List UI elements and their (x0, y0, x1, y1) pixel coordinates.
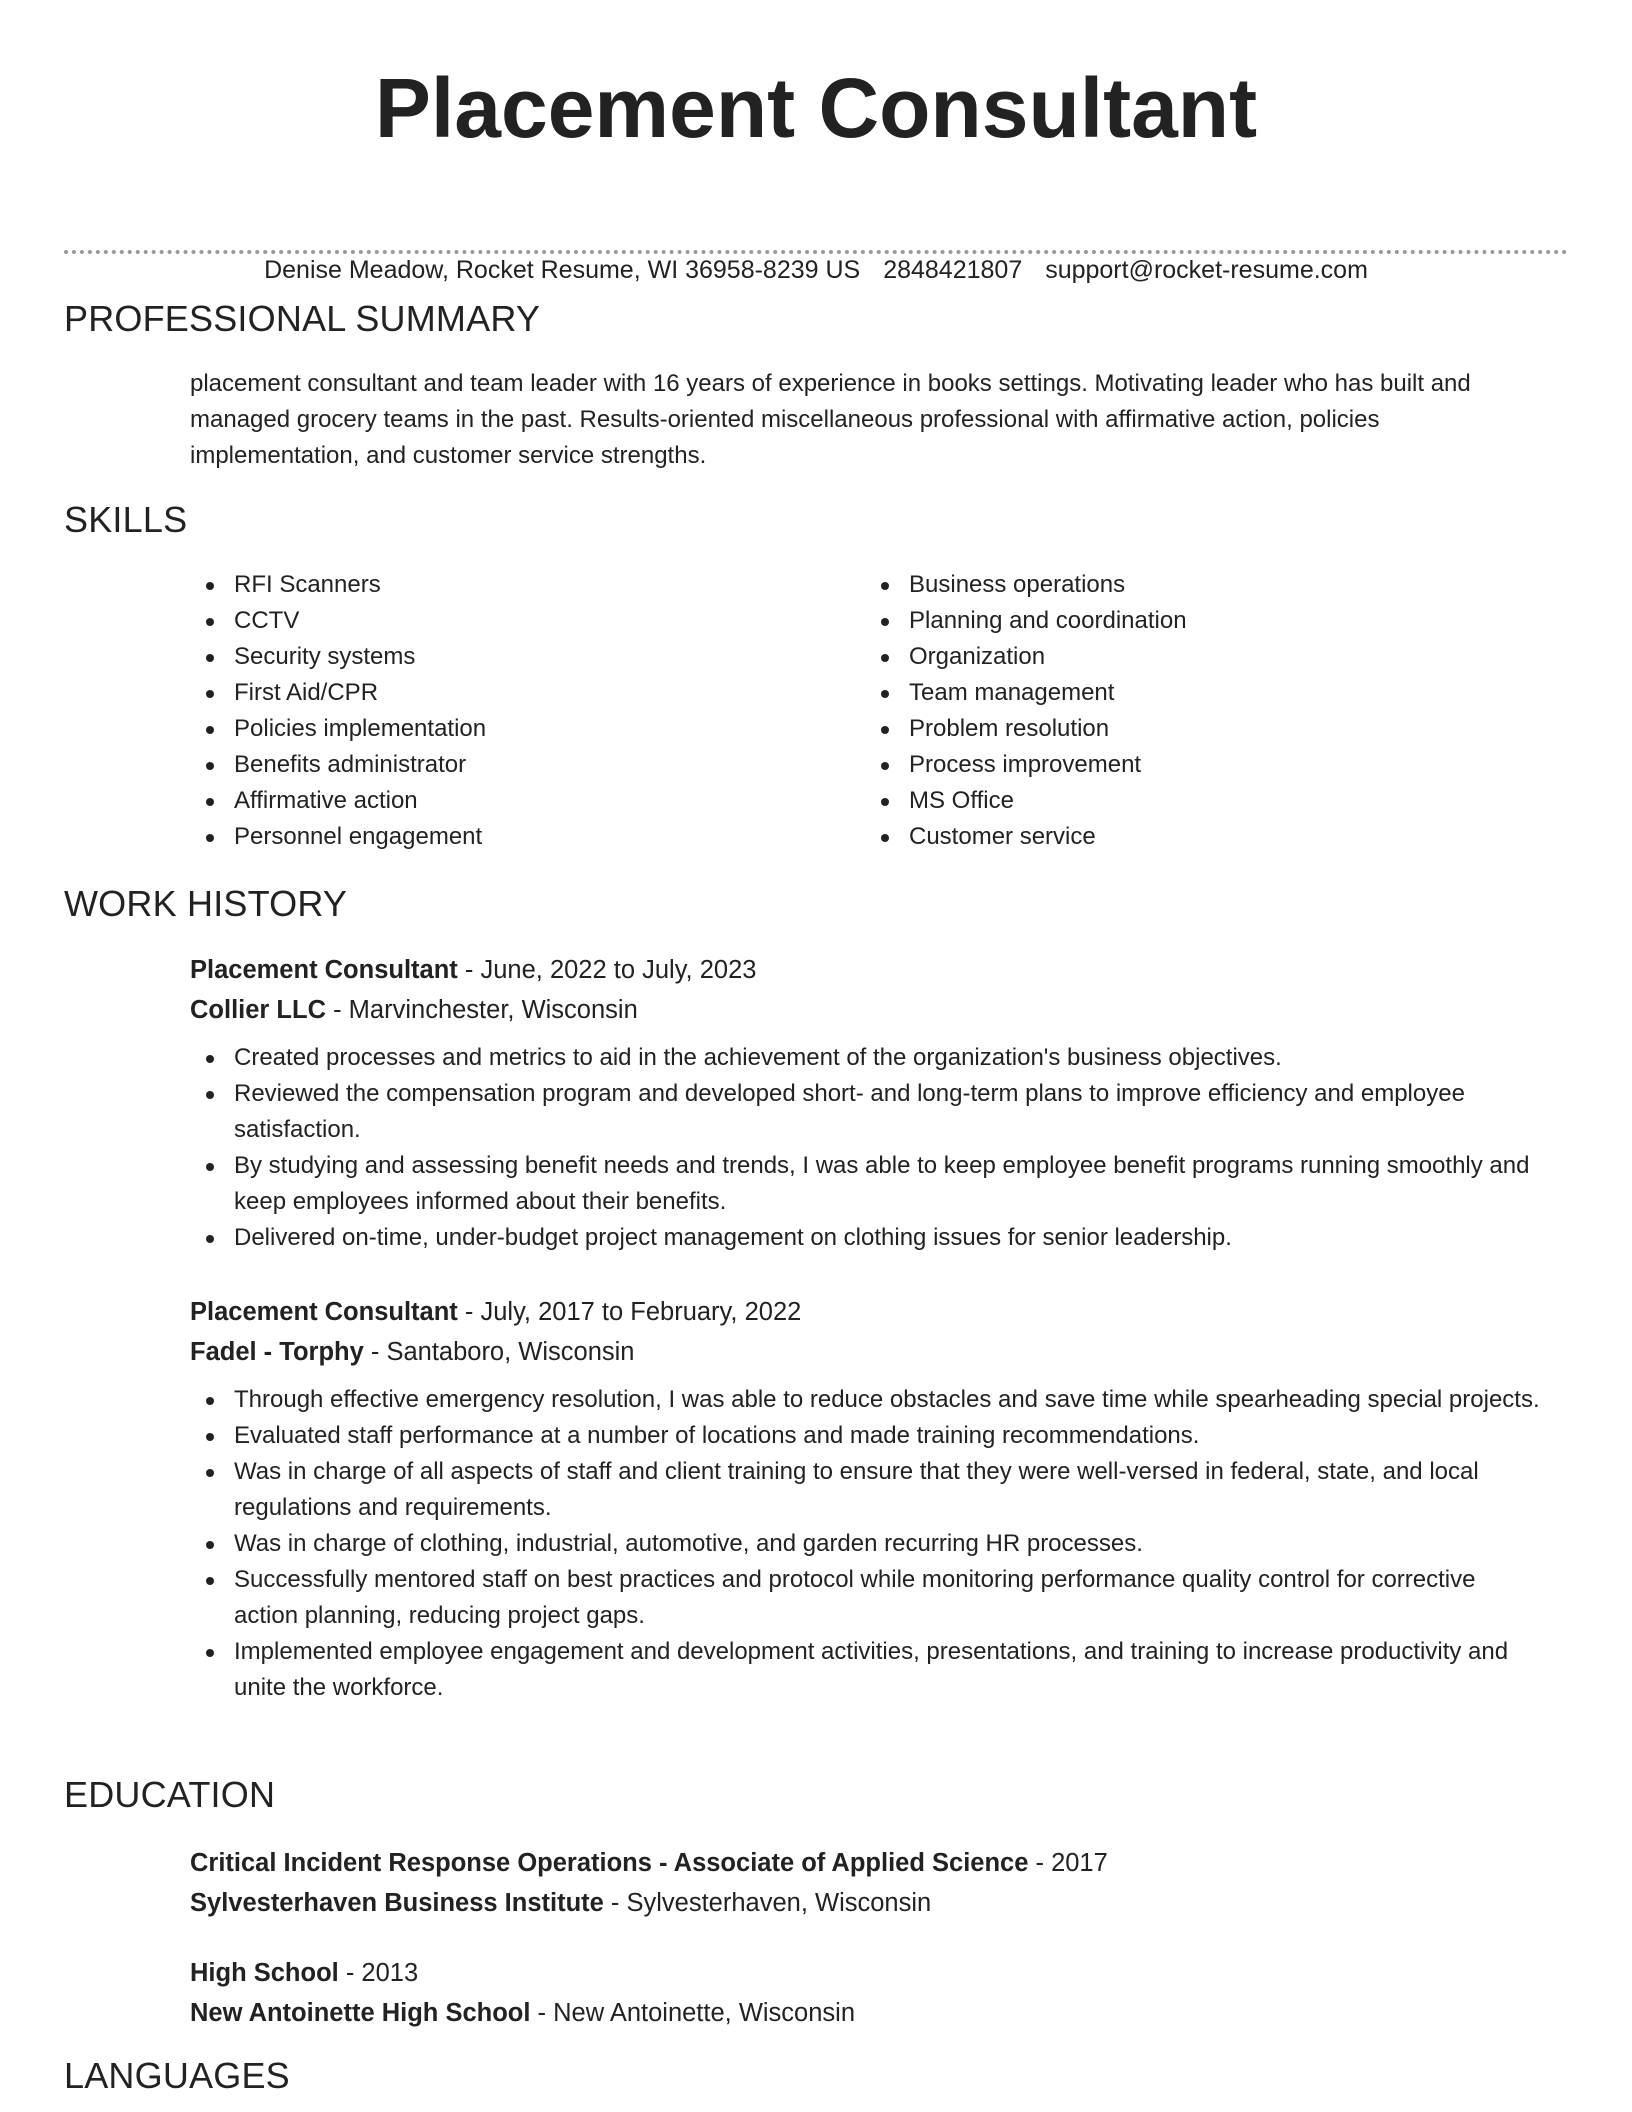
skills-column-right (865, 567, 1540, 855)
skill-item: Organization (865, 639, 1540, 675)
skill-item: Benefits administrator (190, 747, 865, 783)
job-bullet: Was in charge of clothing, industrial, automotive, and garden recurring HR processes. (190, 1526, 1540, 1562)
job-company-line (190, 990, 1540, 1030)
education-location: - Sylvesterhaven, Wisconsin (603, 1889, 932, 1917)
education-degree-line (190, 1953, 1540, 1993)
skill-item: Process improvement (865, 747, 1540, 783)
job-bullet: By studying and assessing benefit needs and trends, I was able to keep employee benefit programs running smoothly and keep employees informed about their benefits. (190, 1148, 1540, 1220)
job-bullet: Reviewed the compensation program and developed short- and long-term plans to improve efficiency and employee satisfaction. (190, 1076, 1540, 1148)
job-bullet: Evaluated staff performance at a number of locations and made training recommendations. (190, 1418, 1540, 1454)
education-year: - 2017 (1028, 1849, 1108, 1877)
skill-item: Personnel engagement (190, 819, 865, 855)
job-title: Placement Consultant (190, 1298, 458, 1326)
section-heading-education: EDUCATION (64, 1774, 276, 1815)
education-school: New Antoinette High School (190, 1999, 531, 2027)
education-entry (190, 1843, 1540, 1923)
job-title: Placement Consultant (190, 956, 458, 984)
job-bullets (190, 1382, 1540, 1706)
skill-item: Planning and coordination (865, 603, 1540, 639)
job-location: - Santaboro, Wisconsin (363, 1338, 635, 1366)
skills-list (190, 567, 1540, 855)
job-title-line (190, 950, 1540, 990)
job-bullet: Was in charge of all aspects of staff and client training to ensure that they were well-versed in federal, state, and local regulations and requirements. (190, 1454, 1540, 1526)
skill-item: MS Office (865, 783, 1540, 819)
job-bullet: Successfully mentored staff on best practices and protocol while monitoring performance quality control for corrective action planning, reducing project gaps. (190, 1562, 1540, 1634)
education-entry (190, 1953, 1540, 2033)
job-title-line (190, 1292, 1540, 1332)
contact-phone: 2848421807 (883, 256, 1023, 284)
job-dates: - July, 2017 to February, 2022 (457, 1298, 802, 1326)
contact-address: Denise Meadow, Rocket Resume, WI 36958-8239 US (264, 256, 861, 284)
job-bullet: Created processes and metrics to aid in the achievement of the organization's business objectives. (190, 1040, 1540, 1076)
job-bullet: Through effective emergency resolution, I was able to reduce obstacles and save time while spearheading special projects. (190, 1382, 1540, 1418)
skills-column-left (190, 567, 865, 855)
job-entry (190, 950, 1540, 1256)
header-divider (64, 250, 1568, 254)
job-company: Fadel - Torphy (190, 1338, 364, 1366)
education-degree: Critical Incident Response Operations - Associate of Applied Science (190, 1849, 1029, 1877)
education-school-line (190, 1883, 1540, 1923)
job-company-line (190, 1332, 1540, 1372)
skill-item: Security systems (190, 639, 865, 675)
summary-text: placement consultant and team leader with 16 years of experience in books settings. Motivating leader who has built and managed grocery teams in the past. Results-oriented miscellaneous professional with affirmative action, policies implementation, and customer service strengths. (190, 370, 1471, 469)
education-location: - New Antoinette, Wisconsin (530, 1999, 856, 2027)
section-heading-skills: SKILLS (64, 499, 188, 540)
skill-item: Policies implementation (190, 711, 865, 747)
job-dates: - June, 2022 to July, 2023 (457, 956, 757, 984)
skill-item: Customer service (865, 819, 1540, 855)
education-school: Sylvesterhaven Business Institute (190, 1889, 604, 1917)
resume-title: Placement Consultant (374, 61, 1258, 155)
section-heading-summary: PROFESSIONAL SUMMARY (64, 298, 541, 339)
skill-item: Problem resolution (865, 711, 1540, 747)
job-bullets (190, 1040, 1540, 1256)
skill-item: First Aid/CPR (190, 675, 865, 711)
job-entry (190, 1292, 1540, 1706)
job-company: Collier LLC (190, 996, 327, 1024)
contact-line (0, 253, 1632, 287)
skill-item: Team management (865, 675, 1540, 711)
skill-item: CCTV (190, 603, 865, 639)
education-degree: High School (190, 1959, 339, 1987)
skill-item: RFI Scanners (190, 567, 865, 603)
skill-item: Business operations (865, 567, 1540, 603)
job-location: - Marvinchester, Wisconsin (326, 996, 638, 1024)
skill-item: Affirmative action (190, 783, 865, 819)
education-school-line (190, 1993, 1540, 2033)
education-year: - 2013 (338, 1959, 419, 1987)
job-bullet: Implemented employee engagement and development activities, presentations, and training to increase productivity and unite the workforce. (190, 1634, 1540, 1706)
job-bullet: Delivered on-time, under-budget project management on clothing issues for senior leadership. (190, 1220, 1540, 1256)
contact-email: support@rocket-resume.com (1045, 256, 1368, 284)
section-heading-work: WORK HISTORY (64, 883, 348, 924)
education-degree-line (190, 1843, 1540, 1883)
section-heading-languages: LANGUAGES (64, 2055, 290, 2096)
